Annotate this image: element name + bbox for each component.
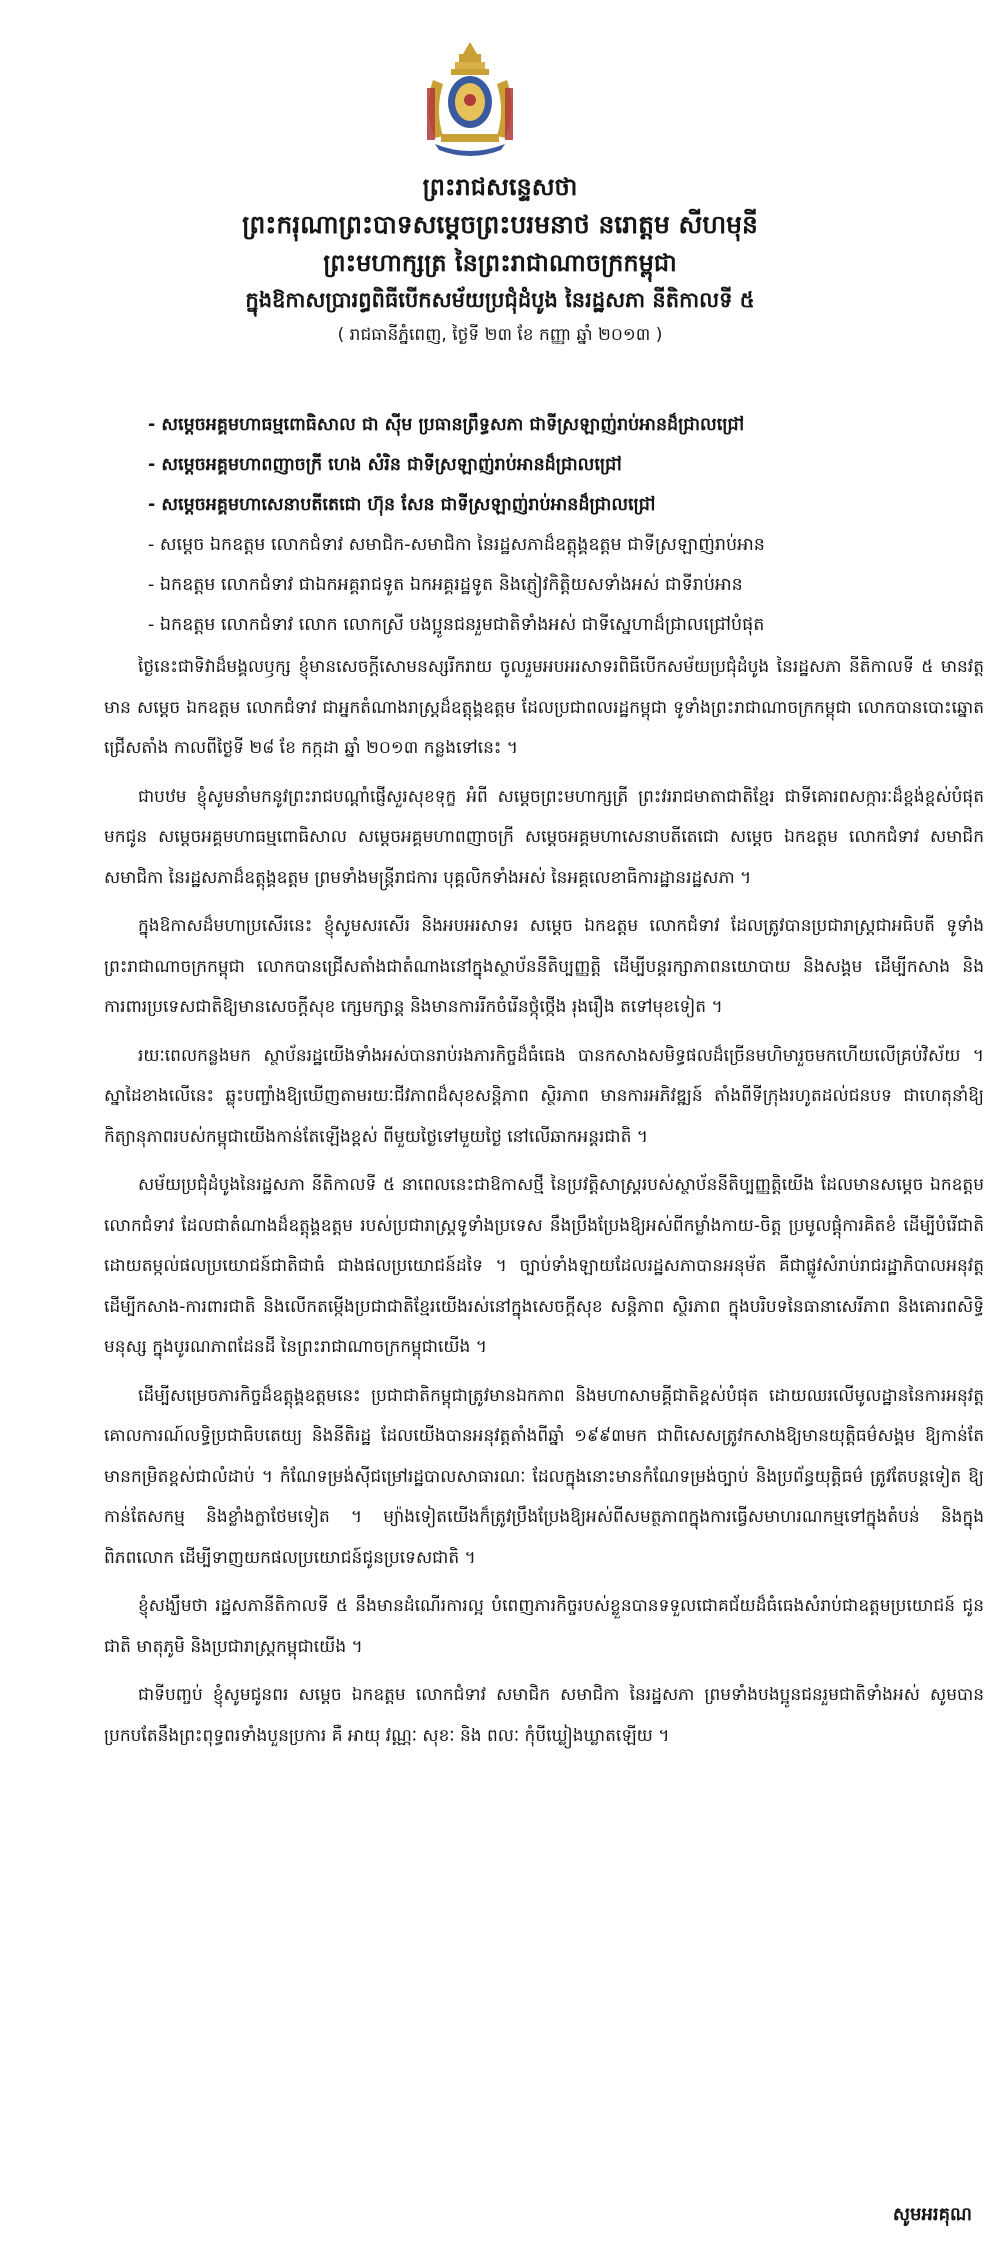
header-title-king-of-cambodia: ព្រះមហាក្សត្រ នៃព្រះរាជាណាចក្រកម្ពុជា <box>323 249 677 277</box>
document-header <box>180 168 820 352</box>
body-paragraph: សម័យប្រជុំដំបូងនៃរដ្ឋសភា នីតិកាលទី ៥ នាពេលនេះជាឱកាសថ្មី នៃប្រវត្តិសាស្ត្ររបស់ស្ថាប័ននីតិប្បញ្ញត្តិយើង ដែលមានសម្តេច ឯកឧត្តម លោកជំទាវ ដែលជាតំណាងដ៏ឧត្តុង្គឧត្តម របស់ប្រជារាស្ត្រទូទាំងប្រទេស នឹងប្រឹងប្រែងឱ្យអស់ពីកម្លាំងកាយ-ចិត្ត ប្រមូលផ្តុំការគិតខំ ដើម្បីបំរើជាតិ ដោយតម្កល់ផលប្រយោជន៍ជាតិជាធំ ជាងផលប្រយោជន៍ដទៃ ។ ច្បាប់ទាំងឡាយដែលរដ្ឋសភាបានអនុម័ត គឺជាផ្លូវសំរាប់រាជរដ្ឋាភិបាលអនុវត្តដើម្បីកសាង-ការពារជាតិ និងលើកតម្កើងប្រជាជាតិខ្មែរយើងរស់នៅក្នុងសេចក្តីសុខ សន្តិភាព ស្ថិរភាព ក្នុងបរិបទនៃធានាសេរីភាព និងគោរពសិទ្ធិមនុស្ស ក្នុងបូរណភាពដែនដី នៃព្រះរាជាណាចក្រកម្ពុជាយើង ។ <box>104 1175 984 1357</box>
royal-emblem-icon <box>415 40 525 160</box>
body-paragraph: ក្នុងឱកាសដ៏មហាប្រសើរនេះ ខ្ញុំសូមសរសើរ និងអបអរសាទរ សម្តេច ឯកឧត្តម លោកជំទាវ ដែលត្រូវបានប្រជារាស្ត្រជាអធិបតី ទូទាំងព្រះរាជាណាចក្រកម្ពុជា លោកបានជ្រើសតាំងជាតំណាងនៅក្នុងស្ថាប័ននីតិប្បញ្ញត្តិ ដើម្បីបន្តរក្សាភាពនយោបាយ និងសង្គម ដើម្បីកសាង និងការពារប្រទេសជាតិឱ្យមានសេចក្តីសុខ ក្សេមក្សាន្ត និងមានការរីកចំរើនថ្កុំថ្កើង រុងរឿង តទៅមុខទៀត ។ <box>104 916 984 1017</box>
salutation-item: - សម្តេចអគ្គមហាធម្មពោធិសាល ជា ស៊ីម ប្រធានព្រឹទ្ធសភា ជាទីស្រឡាញ់រាប់អានដ៏ជ្រាលជ្រៅ <box>148 415 745 435</box>
closing-thanks: សូមអរគុណ <box>892 2204 972 2225</box>
body-paragraph: ខ្ញុំសង្ឃឹមថា រដ្ឋសភានីតិកាលទី ៥ នឹងមានដំណើរការល្អ បំពេញភារកិច្ចរបស់ខ្លួនបានទទួលជោគជ័យដ៏ធំធេងសំរាប់ជាឧត្តមប្រយោជន៍ ជូនជាតិ មាតុភូមិ និងប្រជារាស្ត្រកម្ពុជាយើង ។ <box>104 1596 984 1657</box>
salutation-list <box>148 405 988 645</box>
body-paragraph: រយៈពេលកន្លងមក ស្ថាប័នរដ្ឋយើងទាំងអស់បានរាប់រងភារកិច្ចដ៏ធំធេង បានកសាងសមិទ្ធផលដ៏ច្រើនមហិមារួចមកហើយលើគ្រប់វិស័យ ។ ស្នាដៃខាងលើនេះ ឆ្លុះបញ្ចាំងឱ្យឃើញតាមរយៈជីវភាពដ៏សុខសន្តិភាព ស្ថិរភាព មានការអភិវឌ្ឍន៍ តាំងពីទីក្រុងរហូតដល់ជនបទ ជាហេតុនាំឱ្យកិត្យានុភាពរបស់កម្ពុជាយើងកាន់តែឡើងខ្ពស់ ពីមួយថ្ងៃទៅមួយថ្ងៃ នៅលើឆាកអន្តរជាតិ ។ <box>104 1045 984 1147</box>
body-paragraph: ជាទីបញ្ចប់ ខ្ញុំសូមជូនពរ សម្តេច ឯកឧត្តម លោកជំទាវ សមាជិក សមាជិកា នៃរដ្ឋសភា ព្រមទាំងបងប្អូនជនរួមជាតិទាំងអស់ សូមបានប្រកបតែនឹងព្រះពុទ្ធពរទាំងបួនប្រការ គឺ អាយុ វណ្ណៈ សុខៈ និង ពលៈ កុំបីឃ្លៀងឃ្លាតឡើយ ។ <box>104 1685 984 1746</box>
salutation-item: - ឯកឧត្តម លោកជំទាវ លោក លោកស្រី បងប្អូនជនរួមជាតិទាំងអស់ ជាទីស្នេហាដ៏ជ្រាលជ្រៅបំផុត <box>148 615 765 635</box>
body-paragraph: ដើម្បីសម្រេចភារកិច្ចដ៏ឧត្តុង្គឧត្តមនេះ ប្រជាជាតិកម្ពុជាត្រូវមានឯកភាព និងមហាសាមគ្គីជាតិខ្ពស់បំផុត ដោយឈរលើមូលដ្ឋាននៃការអនុវត្តគោលការណ៍លទ្ធិប្រជាធិបតេយ្យ និងនីតិរដ្ឋ ដែលយើងបានអនុវត្តតាំងពីឆ្នាំ ១៩៩៣មក ជាពិសេសត្រូវកសាងឱ្យមានយុត្តិធម៌សង្គម ឱ្យកាន់តែមានកម្រិតខ្ពស់ជាលំដាប់ ។ កំណែទម្រង់ស៊ីជម្រៅរដ្ឋបាលសាធារណៈ ដែលក្នុងនោះមានកំណែទម្រង់ច្បាប់ និងប្រព័ន្ធយុត្តិធម៌ ត្រូវតែបន្តទៀត ឱ្យកាន់តែសកម្ម និងខ្លាំងក្លាថែមទៀត ។ ម្យ៉ាងទៀតយើងក៏ត្រូវប្រឹងប្រែងឱ្យអស់ពីសមត្ថភាពក្នុងការធ្វើសមាហរណកម្មទៅក្នុងតំបន់ និងក្នុងពិភពលោក ដើម្បីទាញយកផលប្រយោជន៍ជូនប្រទេសជាតិ ។ <box>104 1385 984 1568</box>
body-paragraph: ថ្ងៃនេះជាទិវាដ៏មង្គលឫក្ស ខ្ញុំមានសេចក្តីសោមនស្សរីករាយ ចូលរួមអបអរសាទរពិធីបើកសម័យប្រជុំដំបូង នៃរដ្ឋសភា នីតិកាលទី ៥ មានវត្តមាន សម្តេច ឯកឧត្តម លោកជំទាវ ជាអ្នកតំណាងរាស្ត្រដ៏ឧត្តុង្គឧត្តម ដែលប្រជាពលរដ្ឋកម្ពុជា ទូទាំងព្រះរាជាណាចក្រកម្ពុជា លោកបានបោះឆ្នោតជ្រើសតាំង កាលពីថ្ងៃទី ២៨ ខែ កក្កដា ឆ្នាំ ២០១៣ កន្លងទៅនេះ ។ <box>104 657 984 758</box>
header-title-royal-message: ព្រះរាជសន្ទេសថា <box>422 173 578 201</box>
header-title-king-name: ព្រះករុណាព្រះបាទសម្តេចព្រះបរមនាថ នរោត្តម សីហមុនី <box>242 210 758 239</box>
message-body <box>104 647 984 1764</box>
header-place-date: ( រាជធានីភ្នំពេញ, ថ្ងៃទី ២៣ ខែ កញ្ញា ឆ្នាំ ២០១៣ ) <box>337 325 663 345</box>
header-title-occasion: ក្នុងឱកាសប្រារព្ធពិធីបើកសម័យប្រជុំដំបូង នៃរដ្ឋសភា នីតិកាលទី ៥ <box>245 288 755 312</box>
body-paragraph: ជាបឋម ខ្ញុំសូមនាំមកនូវព្រះរាជបណ្តាំផ្ញើសួរសុខទុក្ខ អំពី សម្តេចព្រះមហាក្សត្រី ព្រះវររាជមាតាជាតិខ្មែរ ជាទីគោរពសក្ការៈដ៏ខ្ពង់ខ្ពស់បំផុត មកជូន សម្តេចអគ្គមហាធម្មពោធិសាល សម្តេចអគ្គមហាពញាចក្រី សម្តេចអគ្គមហាសេនាបតីតេជោ សម្តេច ឯកឧត្តម លោកជំទាវ សមាជិក សមាជិកា នៃរដ្ឋសភាដ៏ឧត្តុង្គឧត្តម ព្រមទាំងមន្ត្រីរាជការ បុគ្គលិកទាំងអស់ នៃអគ្គលេខាធិការដ្ឋានរដ្ឋសភា ។ <box>104 786 984 888</box>
salutation-item: - ឯកឧត្តម លោកជំទាវ ជាឯកអគ្គរាជទូត ឯកអគ្គរដ្ឋទូត និងភ្ញៀវកិត្តិយសទាំងអស់ ជាទីរាប់អាន <box>148 575 743 595</box>
salutation-item: - សម្តេចអគ្គមហាពញាចក្រី ហេង សំរិន ជាទីស្រឡាញ់រាប់អានដ៏ជ្រាលជ្រៅ <box>148 455 622 475</box>
salutation-item: - សម្តេច ឯកឧត្តម លោកជំទាវ សមាជិក-សមាជិកា នៃរដ្ឋសភាដ៏ឧត្តុង្គឧត្តម ជាទីស្រឡាញ់រាប់អាន <box>148 535 765 555</box>
salutation-item: - សម្តេចអគ្គមហាសេនាបតីតេជោ ហ៊ុន សែន ជាទីស្រឡាញ់រាប់អានដ៏ជ្រាលជ្រៅ <box>148 495 656 515</box>
